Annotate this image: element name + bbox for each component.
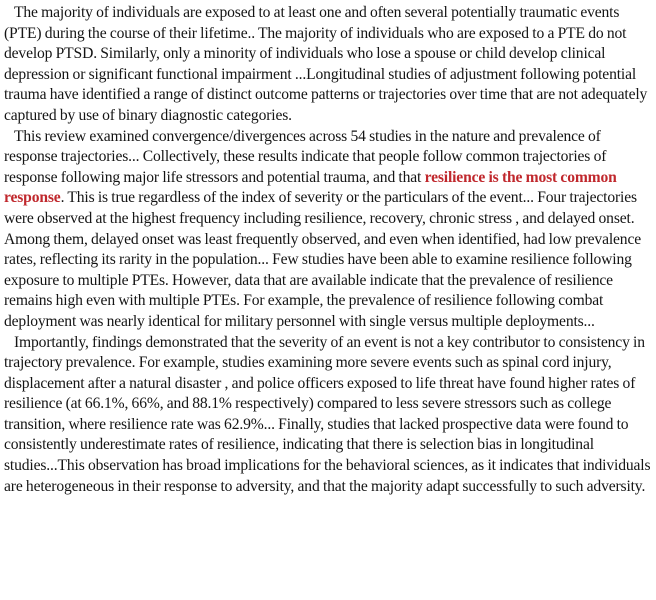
paragraph-2 xyxy=(4,127,652,333)
paragraph-3-text: Importantly, findings demonstrated that the severity of an event is not a key contributor to consistency in trajectory prevalence. For example, studies examining more severe events such as spinal cord injury, displacement after a natural disaster , and police officers exposed to life threat have found higher rates of resilience (at 66.1%, 66%, and 88.1% respectively) compared to less severe stressors such as college transition, where resilience rate was 62.9%... Finally, studies that lacked prospective data were found to consistently underestimate rates of resilience, indicating that there is selection bias in longitudinal studies...This observation has broad implications for the behavioral sciences, as it indicates that individuals are heterogeneous in their response to adversity, and that the majority adapt successfully to such adversity. xyxy=(4,333,651,495)
paragraph-3 xyxy=(4,333,652,498)
paragraph-1-text: The majority of individuals are exposed to at least one and often several potentially traumatic events (PTE) during the course of their lifetime.. The majority of individuals who are exposed to a PTE do not develop PTSD. Similarly, only a minority of individuals who lose a spouse or child develop clinical depression or significant functional impairment ...Longitudinal studies of adjustment following potential trauma have identified a range of distinct outcome patterns or trajectories over time that are not adequately captured by use of binary diagnostic categories. xyxy=(4,4,648,124)
paragraph-1 xyxy=(4,3,652,127)
paragraph-2-text-end: . This is true regardless of the index of severity or the particulars of the event... Four trajectories were observed at the highest frequency including resilience, recovery, chronic stress , and delayed onset. Among them, delayed onset was least frequently observed, and even when identified, had low prevalence rates, reflecting its rarity in the population... Few studies have been able to examine resilience following exposure to multiple PTEs. However, data that are available indicate that the prevalence of resilience remains high even with multiple PTEs. For example, the prevalence of resilience following combat deployment was nearly identical for military personnel with single versus multiple deployments... xyxy=(4,189,641,330)
highlighted-phrase: resilience is the most common response xyxy=(4,168,617,207)
paragraph-2-text-start: This review examined convergence/divergences across 54 studies in the nature and prevalence of response trajectories... Collectively, these results indicate that people follow common trajectories of response following major life stressors and potential trauma, and that xyxy=(4,127,607,186)
